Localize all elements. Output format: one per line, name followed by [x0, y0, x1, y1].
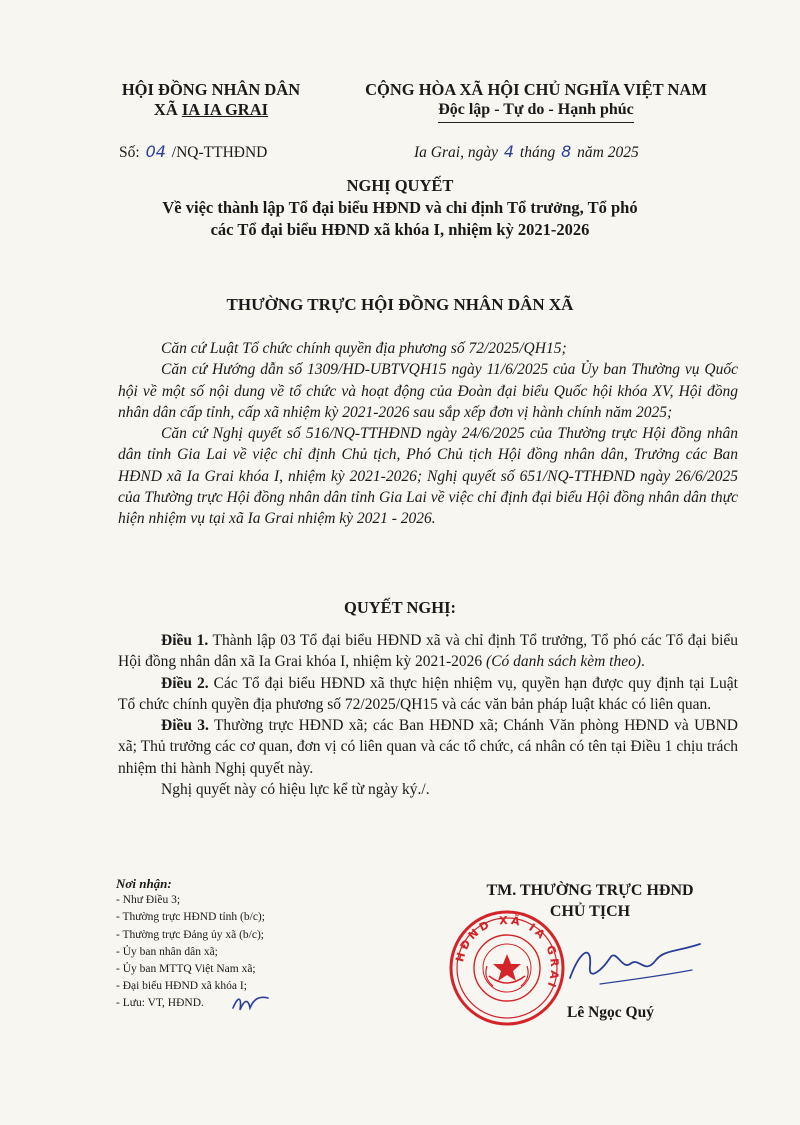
seal-text: HĐND XÃ IA GRAI — [453, 913, 562, 992]
document-subject-line2: các Tổ đại biểu HĐND xã khóa I, nhiệm kỳ 2021-2026 — [210, 220, 590, 239]
article-text: Thành lập 03 Tổ đại biểu HĐND xã và chỉ định Tổ trưởng, Tổ phó các Tổ đại biểu Hội đồng nhân dân xã Ia Grai khóa I, nhiệm kỳ 2021-2026 — [118, 632, 739, 671]
official-seal-icon — [447, 908, 567, 1028]
article-3 — [118, 715, 738, 779]
initials-paraph — [230, 990, 272, 1016]
article-label: Điều 2. — [161, 674, 209, 692]
doc-number-suffix: /NQ-TTHĐND — [167, 144, 268, 161]
article-1 — [118, 630, 738, 673]
date-place: Ia Grai, ngày — [414, 144, 502, 161]
recipients-title: Nơi nhận: — [116, 876, 172, 891]
effect-clause: Nghị quyết này có hiệu lực kể từ ngày ký./. — [161, 781, 430, 799]
article-note: (Có danh sách kèm theo) — [486, 653, 642, 671]
handwritten-signature-icon — [560, 930, 710, 1000]
legal-basis-item: Căn cứ Luật Tổ chức chính quyền địa phương số 72/2025/QH15; — [161, 340, 567, 357]
signature-on-behalf: TM. THƯỜNG TRỰC HĐND — [486, 882, 694, 899]
articles — [118, 630, 738, 800]
document-type: NGHỊ QUYẾT — [346, 176, 454, 195]
recipient-item: - Ủy ban nhân dân xã; — [116, 945, 218, 958]
date-day-handwritten: 4 — [503, 142, 515, 161]
legal-basis-item: Căn cứ Hướng dẫn số 1309/HD-UBTVQH15 ngày 11/6/2025 của Ủy ban Thường vụ Quốc hội về một số nội dung về tổ chức và hoạt động của Đoàn đại biểu Quốc hội khóa XV, Hội đồng nhân dân cấp tỉnh, cấp xã nhiệm kỳ 2021-2026 sau sắp xếp đơn vị hành chính năm 2025; — [118, 361, 738, 421]
document-number — [119, 142, 267, 162]
recipient-item: - Lưu: VT, HĐND. — [116, 997, 204, 1010]
org-name-line2 — [96, 100, 326, 120]
national-header — [336, 80, 736, 123]
decision-heading: QUYẾT NGHỊ: — [343, 598, 456, 617]
doc-number-prefix: Số: — [119, 144, 144, 161]
doc-number-handwritten: 04 — [145, 142, 166, 161]
nation-name: CỘNG HÒA XÃ HỘI CHỦ NGHĨA VIỆT NAM — [365, 80, 707, 99]
date-month-handwritten: 8 — [561, 142, 572, 161]
org-name-underlined: IA IA GRAI — [181, 100, 269, 119]
date-month-label: tháng — [516, 144, 560, 161]
article-text: Các Tổ đại biểu HĐND xã thực hiện nhiệm vụ, quyền hạn được quy định tại Luật Tổ chức chính quyền địa phương số 72/2025/QH15 và các văn bản pháp luật khác có liên quan. — [118, 674, 738, 713]
legal-basis-item: Căn cứ Nghị quyết số 516/NQ-TTHĐND ngày 24/6/2025 của Thường trực Hội đồng nhân dân tỉnh Gia Lai về việc chỉ định Chủ tịch, Phó Chủ tịch Hội đồng nhân dân, Trưởng các Ban HĐND xã Ia Grai khóa I, nhiệm kỳ 2021-2026; Nghị quyết số 651/NQ-TTHĐND ngày 26/6/2025 của Thường trực Hội đồng nhân dân tỉnh Gia Lai về việc chỉ định đại biểu Hội đồng nhân dân thực hiện nhiệm vụ tại xã Ia Grai nhiệm kỳ 2021 - 2026. — [118, 425, 738, 528]
org-name-prefix: XÃ — [153, 100, 182, 119]
recipient-item: - Thường trực HĐND tỉnh (b/c); — [116, 911, 265, 924]
article-end: . — [641, 653, 645, 671]
article-label: Điều 1. — [161, 632, 209, 649]
org-name-line1: HỘI ĐỒNG NHÂN DÂN — [121, 80, 301, 99]
document-date — [414, 142, 639, 162]
issuing-authority: THƯỜNG TRỰC HỘI ĐỒNG NHÂN DÂN XÃ — [226, 295, 574, 314]
recipient-item: - Thường trực Đảng ủy xã (b/c); — [116, 928, 264, 941]
issuing-organization — [96, 80, 326, 120]
legal-bases — [118, 338, 738, 530]
document-subject-line1: Về việc thành lập Tổ đại biểu HĐND và chỉ định Tổ trưởng, Tổ phó — [162, 198, 638, 217]
date-year: năm 2025 — [573, 144, 639, 161]
recipient-item: - Như Điều 3; — [116, 894, 181, 907]
signature-position: CHỦ TỊCH — [549, 903, 631, 920]
signer-name: Lê Ngọc Quý — [567, 1004, 654, 1021]
article-text: Thường trực HĐND xã; các Ban HĐND xã; Chánh Văn phòng HĐND và UBND xã; Thủ trưởng các cơ quan, đơn vị có liên quan và các tổ chức, cá nhân có tên tại Điều 1 chịu trách nhiệm thi hành Nghị quyết này. — [118, 717, 739, 777]
recipient-item: - Ủy ban MTTQ Việt Nam xã; — [116, 963, 256, 976]
recipient-item: - Đại biểu HĐND xã khóa I; — [116, 980, 247, 993]
motto: Độc lập - Tự do - Hạnh phúc — [438, 100, 634, 123]
article-2 — [118, 673, 738, 716]
article-label: Điều 3. — [161, 717, 209, 735]
